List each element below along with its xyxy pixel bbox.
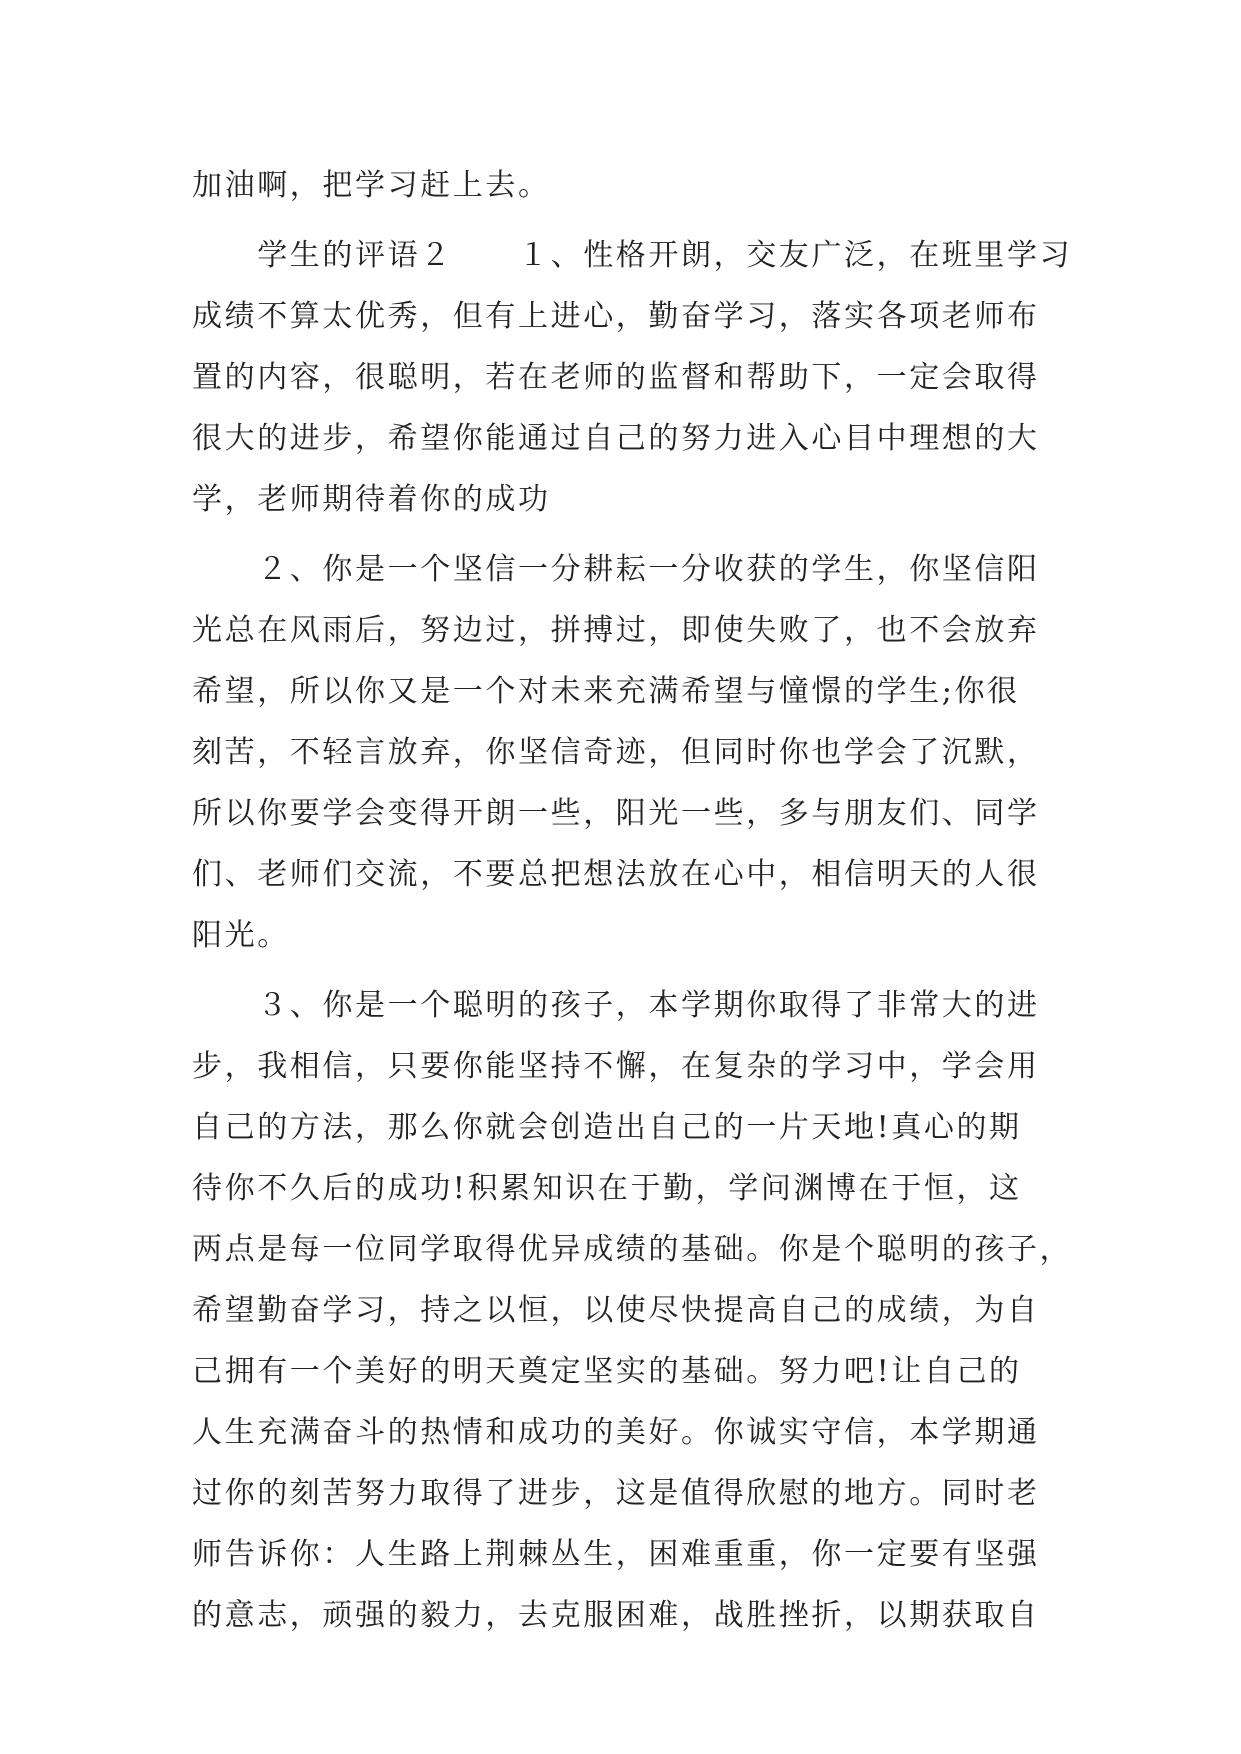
text-line: 们、老师们交流，不要总把想法放在心中，相信明天的人很 [192, 857, 1040, 892]
text-line: 学生的评语２ １、性格开朗，交友广泛，在班里学习 [192, 238, 1073, 273]
text-line: ２、你是一个坚信一分耕耘一分收获的学生，你坚信阳 [192, 552, 1040, 587]
text-line: 人生充满奋斗的热情和成功的美好。你诚实守信，本学期通 [192, 1415, 1040, 1450]
text-line: 所以你要学会变得开朗一些，阳光一些，多与朋友们、同学 [192, 796, 1040, 831]
text-line: ３、你是一个聪明的孩子，本学期你取得了非常大的进 [192, 988, 1040, 1023]
text-line: 加油啊，把学习赶上去。 [192, 168, 551, 203]
text-line: 学，老师期待着你的成功 [192, 482, 551, 517]
text-line: 两点是每一位同学取得优异成绩的基础。你是个聪明的孩子， [192, 1232, 1073, 1267]
text-line: 希望，所以你又是一个对未来充满希望与憧憬的学生;你很 [192, 674, 1020, 709]
text-line: 过你的刻苦努力取得了进步，这是值得欣慰的地方。同时老 [192, 1476, 1040, 1511]
text-line: 师告诉你：人生路上荆棘丛生，困难重重，你一定要有坚强 [192, 1537, 1040, 1572]
paragraph-gap [192, 966, 1052, 975]
document-body [192, 155, 1073, 1646]
text-line: 置的内容，很聪明，若在老师的监督和帮助下，一定会取得 [192, 360, 1040, 395]
text-line: 希望勤奋学习，持之以恒，以使尽快提高自己的成绩，为自 [192, 1293, 1040, 1328]
text-line: 成绩不算太优秀，但有上进心，勤奋学习，落实各项老师布 [192, 299, 1040, 334]
text-line: 光总在风雨后，努边过，拼搏过，即使失败了，也不会放弃 [192, 613, 1040, 648]
text-line: 己拥有一个美好的明天奠定坚实的基础。努力吧!让自己的 [192, 1354, 1022, 1389]
text-line: 阳光。 [192, 918, 290, 953]
text-line: 步，我相信，只要你能坚持不懈，在复杂的学习中，学会用 [192, 1049, 1040, 1084]
text-line: 待你不久后的成功!积累知识在于勤，学问渊博在于恒，这 [192, 1171, 1022, 1206]
text-line: 很大的进步，希望你能通过自己的努力进入心目中理想的大 [192, 421, 1040, 456]
text-line: 的意志，顽强的毅力，去克服困难，战胜挫折，以期获取自 [192, 1598, 1040, 1633]
text-line: 自己的方法，那么你就会创造出自己的一片天地!真心的期 [192, 1110, 1022, 1145]
paragraph-gap [192, 530, 1052, 539]
paragraph-gap [192, 216, 1052, 225]
text-line: 刻苦，不轻言放弃，你坚信奇迹，但同时你也学会了沉默， [192, 735, 1040, 770]
